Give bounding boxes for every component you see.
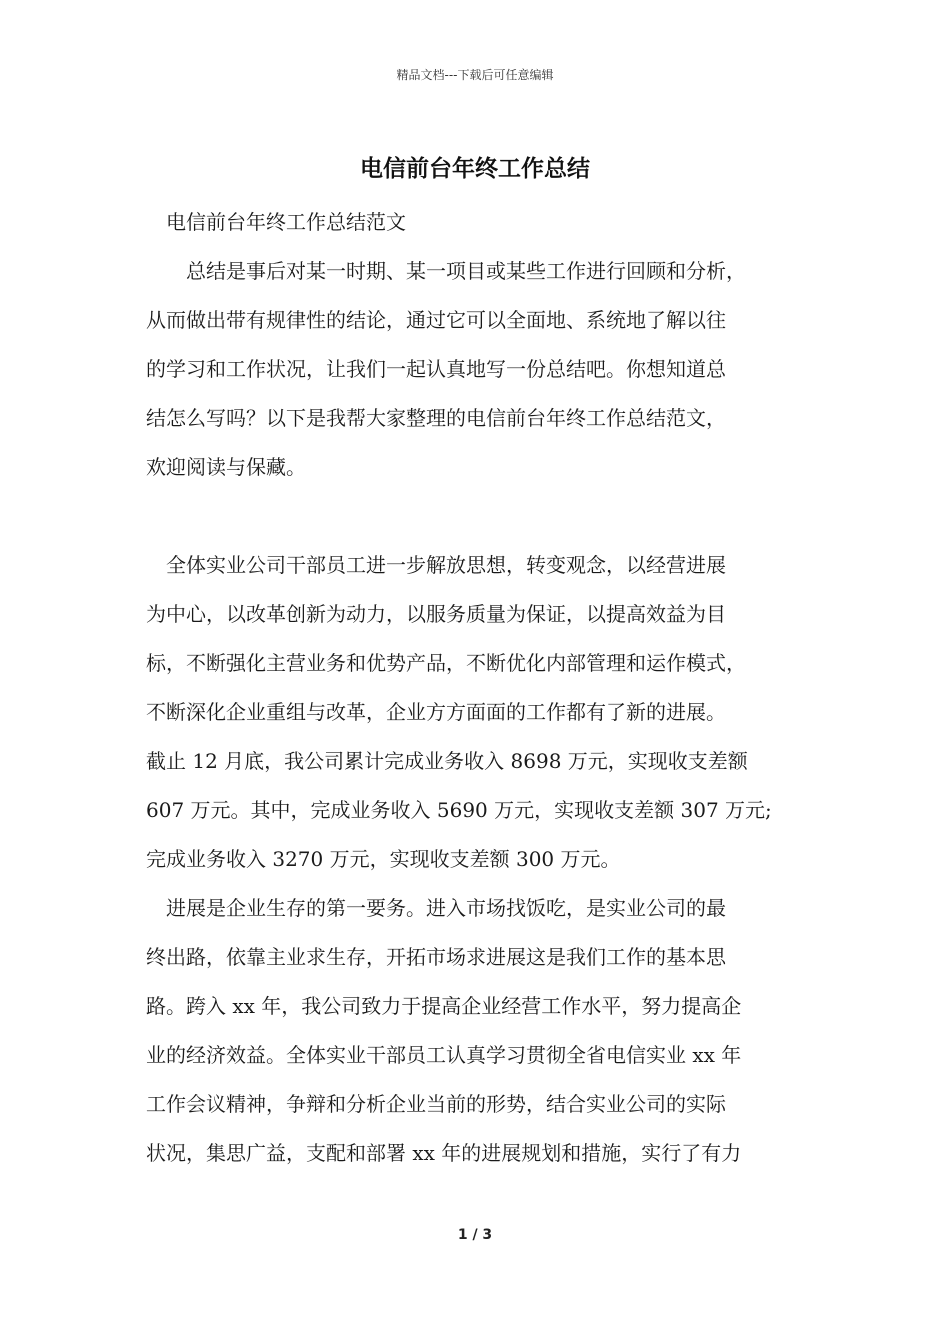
paragraph-line: 607 万元。其中，完成业务收入 5690 万元，实现收支差额 307 万元;: [146, 798, 772, 822]
paragraph-line: 完成业务收入 3270 万元，实现收支差额 300 万元。: [146, 847, 621, 871]
paragraph-gap: [146, 500, 814, 549]
paragraph-line: 状况，集思广益，支配和部署 xx 年的进展规划和措施，实行了有力: [146, 1141, 742, 1165]
paragraph-line: 的学习和工作状况，让我们一起认真地写一份总结吧。你想知道总: [146, 357, 726, 381]
paragraph-line: 路。跨入 xx 年，我公司致力于提高企业经营工作水平，努力提高企: [146, 994, 742, 1018]
paragraph-line: 从而做出带有规律性的结论，通过它可以全面地、系统地了解以往: [146, 308, 726, 332]
page-number: 1 / 3: [457, 1227, 493, 1243]
paragraph-line: 欢迎阅读与保藏。: [146, 455, 306, 479]
paragraph-line: 全体实业公司干部员工进一步解放思想，转变观念，以经营进展: [146, 553, 726, 577]
header-note: 精品文档---下载后可任意编辑: [396, 68, 554, 82]
paragraph-line: 截止 12 月底，我公司累计完成业务收入 8698 万元，实现收支差额: [146, 749, 748, 773]
paragraph-line: 进展是企业生存的第一要务。进入市场找饭吃，是实业公司的最: [146, 896, 726, 920]
subtitle-line: 电信前台年终工作总结范文: [146, 210, 406, 234]
paragraph-line: 业的经济效益。全体实业干部员工认真学习贯彻全省电信实业 xx 年: [146, 1043, 742, 1067]
paragraph-line: 总结是事后对某一时期、某一项目或某些工作进行回顾和分析，: [146, 259, 746, 283]
paragraph-line: 结怎么写吗？以下是我帮大家整理的电信前台年终工作总结范文，: [146, 406, 726, 430]
paragraph-line: 为中心，以改革创新为动力，以服务质量为保证，以提高效益为目: [146, 602, 726, 626]
paragraph-line: 工作会议精神，争辩和分析企业当前的形势，结合实业公司的实际: [146, 1092, 726, 1116]
document-body: [146, 206, 814, 1186]
document-title: 电信前台年终工作总结: [360, 156, 590, 182]
paragraph-line: 不断深化企业重组与改革，企业方方面面的工作都有了新的进展。: [146, 700, 726, 724]
paragraph-line: 标，不断强化主营业务和优势产品，不断优化内部管理和运作模式，: [146, 651, 746, 675]
paragraph-line: 终出路，依靠主业求生存，开拓市场求进展这是我们工作的基本思: [146, 945, 726, 969]
